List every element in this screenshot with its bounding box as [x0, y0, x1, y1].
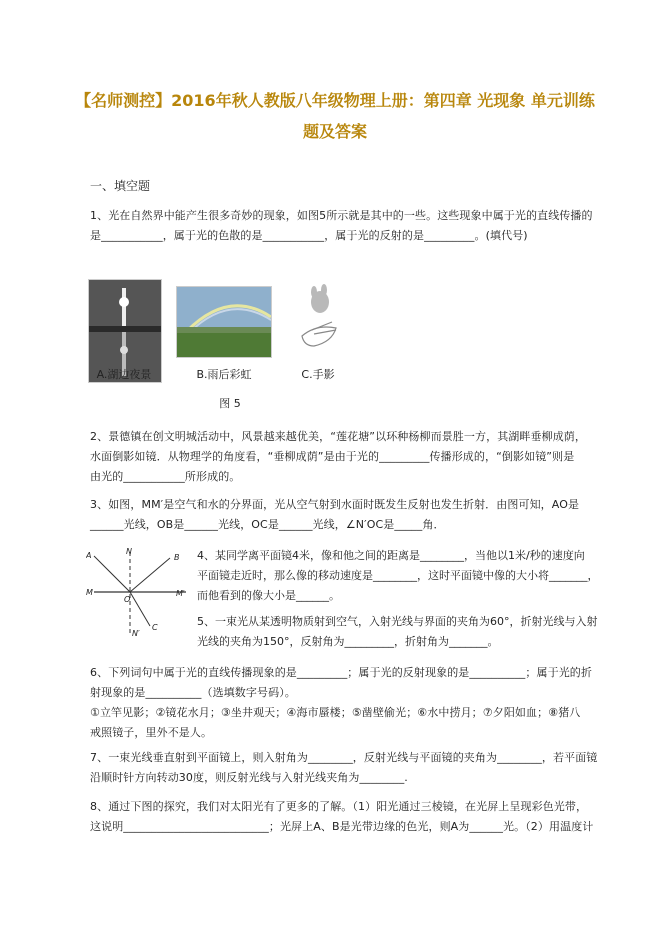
figure-label: 图 5: [219, 397, 241, 410]
refracted-ray: [130, 592, 150, 626]
rainbow-image: [176, 286, 272, 358]
question-8: [90, 797, 594, 837]
label-m: M: [86, 588, 93, 597]
question-2: [90, 427, 586, 487]
question-3: [90, 495, 580, 535]
question-6: [90, 663, 592, 743]
refraction-diagram: [86, 546, 196, 638]
hand-shadow-image: [292, 284, 342, 364]
question-3-line-1: 3、如图，MM′是空气和水的分界面，光从空气射到水面时既发生反射也发生折射．由图可知，AO是: [90, 498, 580, 511]
label-c: C: [152, 623, 158, 632]
question-4-line-3: 而他看到的像大小是______。: [197, 589, 340, 602]
caption-b: B.雨后彩虹: [196, 368, 252, 381]
question-4-line-2: 平面镜走近时，那么像的移动速度是________，这时平面镜中像的大小将_______，: [197, 569, 599, 582]
question-7: [90, 748, 598, 788]
question-5: [197, 612, 598, 652]
label-m-prime: M′: [176, 589, 185, 598]
caption-a: A.湖边夜景: [96, 368, 152, 381]
question-3-line-2: ______光线，OB是______光线，OC是______光线，∠N′OC是_____角．: [90, 518, 445, 531]
question-5-line-2: 光线的夹角为150°，反射角为_________，折射角为_______。: [197, 635, 499, 648]
hand-shadow-drawing: [292, 284, 342, 364]
question-6-line-3: ①立竿见影；②镜花水月；③坐井观天；④海市蜃楼；⑤凿壁偷光；⑥水中捞月；⑦夕阳如血；⑧猪八: [90, 706, 581, 719]
question-6-line-1: 6、下列词句中属于光的直线传播现象的是_________；属于光的反射现象的是__________；属于光的折: [90, 666, 592, 679]
question-6-line-4: 戒照镜子，里外不是人。: [90, 726, 213, 739]
rainbow-drawing: [177, 287, 271, 357]
question-5-line-1: 5、一束光从某透明物质射到空气，入射光线与界面的夹角为60°，折射光线与入射: [197, 615, 598, 628]
question-1-line-2: 是___________，属于光的色散的是___________，属于光的反射的是_________。(填代号): [90, 229, 528, 242]
incident-ray: [94, 556, 130, 592]
question-4: [197, 546, 599, 606]
question-4-line-1: 4、某同学离平面镜4米，像和他之间的距离是________，当他以1米/秒的速度向: [197, 549, 585, 562]
label-n-prime: N′: [132, 629, 140, 638]
caption-c: C.手影: [301, 368, 335, 381]
question-8-line-1: 8、通过下图的探究，我们对太阳光有了更多的了解。（1）阳光通过三棱镜，在光屏上呈现彩色光带，: [90, 800, 588, 813]
page-title: 【名师测控】2016年秋人教版八年级物理上册：第四章 光现象 单元训练: [75, 91, 595, 110]
question-2-line-2: 水面倒影如镜．从物理学的角度看，“垂柳成荫”是由于光的_________传播形成的，“倒影如镜”则是: [90, 450, 575, 463]
label-b: B: [174, 553, 180, 562]
question-7-line-1: 7、一束光线垂直射到平面镜上，则入射角为________，反射光线与平面镜的夹角为________，若平面镜: [90, 751, 598, 764]
label-a: A: [86, 551, 92, 560]
label-o: O: [124, 595, 131, 604]
reflected-ray: [130, 558, 170, 592]
question-6-line-2: 射现象的是__________（选填数字号码）。: [90, 686, 296, 699]
question-7-line-2: 沿顺时针方向转动30度，则反射光线与入射光线夹角为________.: [90, 771, 408, 784]
question-2-line-1: 2、景德镇在创文明城活动中，风景越来越优美，“莲花塘”以环种杨柳而景胜一方，其湖畔垂柳成荫，: [90, 430, 586, 443]
question-8-line-2: 这说明__________________________；光屏上A、B是光带边缘的色光，则A为______光。（2）用温度计: [90, 820, 594, 833]
section-heading: 一、填空题: [90, 179, 151, 193]
question-1-line-1: 1、光在自然界中能产生很多奇妙的现象，如图5所示就是其中的一些。这些现象中属于光的直线传播的: [90, 209, 593, 222]
question-1: [90, 206, 593, 246]
label-n: N: [126, 547, 132, 556]
page-title-continued: 题及答案: [302, 122, 367, 141]
question-2-line-3: 由光的___________所形成的。: [90, 470, 241, 483]
